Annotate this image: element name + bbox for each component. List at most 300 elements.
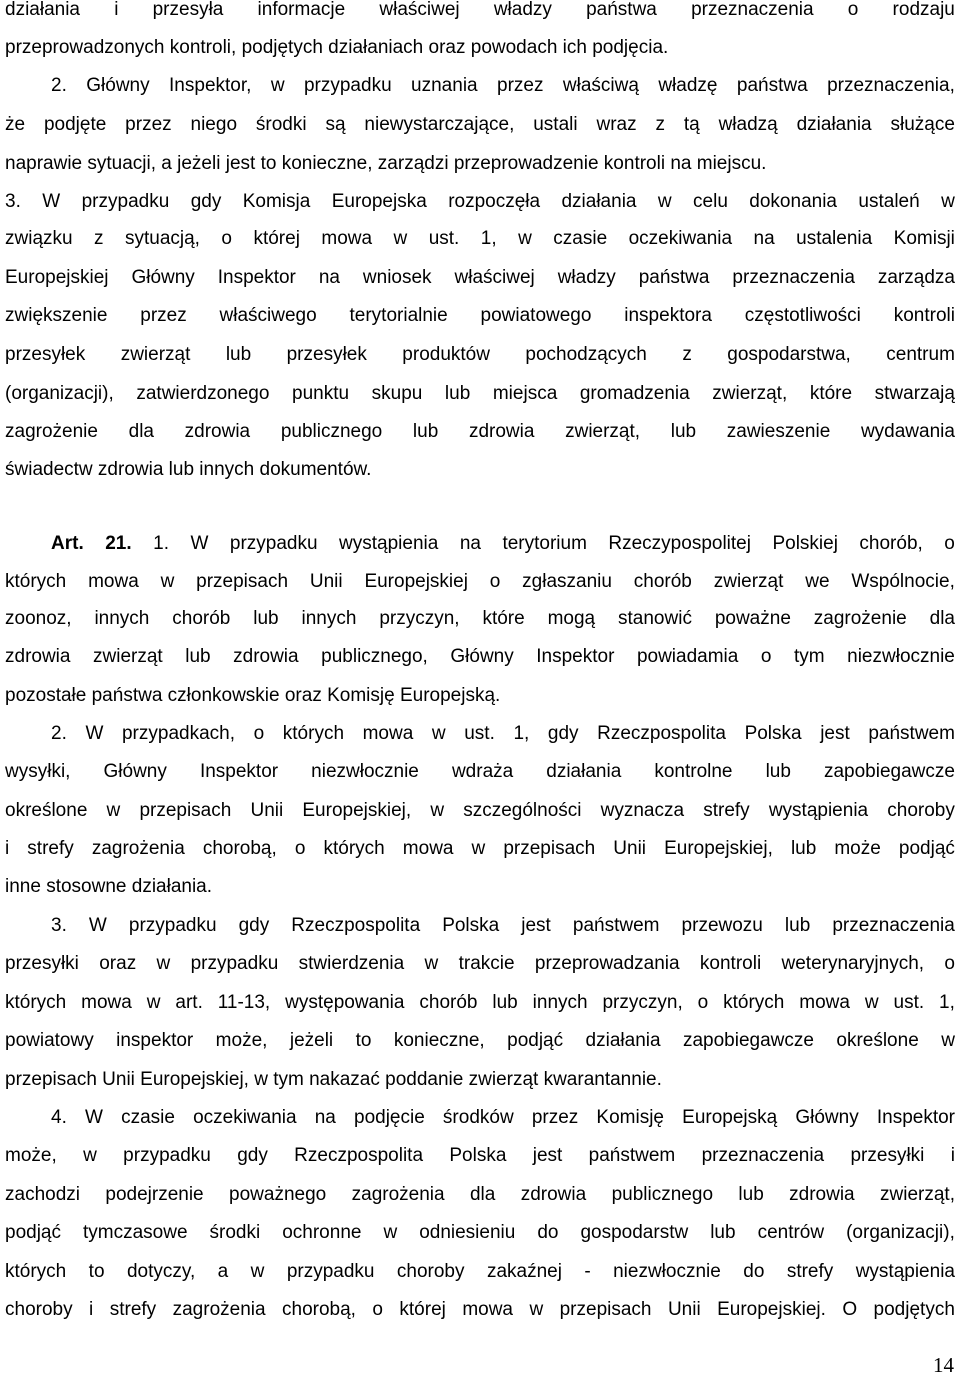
word: przeznaczenia (701, 1145, 825, 1166)
word: o (372, 1299, 383, 1320)
word: lub (253, 608, 279, 629)
word: może (834, 838, 881, 859)
text-line (5, 76, 955, 114)
word: Polska (442, 915, 500, 936)
word: Polskiej (772, 533, 838, 554)
word: w (657, 191, 672, 212)
word: przepisach (196, 571, 289, 592)
word: zagrożenia (351, 1184, 445, 1205)
text-line (5, 572, 955, 610)
word: 11-13, (217, 992, 271, 1013)
word: zwiększenie (5, 305, 108, 326)
word: których (5, 992, 67, 1013)
word: z (94, 228, 104, 249)
word: sytuacją, (124, 228, 200, 249)
word: przesyła (152, 0, 224, 20)
word: inspektor (116, 1030, 194, 1051)
word: publicznego, (321, 646, 428, 667)
word: przypadku (123, 1145, 211, 1166)
word: Europejska (331, 191, 427, 212)
word: stanowić (618, 608, 692, 629)
word: władzy (493, 0, 552, 20)
word: publicznego (611, 1184, 714, 1205)
word: mowa (799, 992, 850, 1013)
text-line (5, 345, 955, 383)
word: gospodarstw (580, 1222, 689, 1243)
word: w (518, 228, 532, 249)
word: działania (585, 1030, 661, 1051)
line-text: przeprowadzonych kontroli, podjętych działaniach oraz powodach ich podjęcia. (5, 37, 669, 58)
line-text: inne stosowne działania. (5, 876, 213, 897)
word: w (383, 1222, 398, 1243)
word: trakcie (458, 953, 515, 974)
word: dla (929, 608, 955, 629)
word: podjętych (873, 1299, 955, 1320)
word: dokonania (749, 191, 837, 212)
word: dla (469, 1184, 496, 1205)
word: państwem (572, 915, 660, 936)
word: działania (546, 761, 622, 782)
word: gdy (547, 723, 579, 744)
word: ust. (464, 723, 495, 744)
word: informacje (257, 0, 346, 20)
word: Unii (250, 800, 284, 821)
word: w (941, 191, 955, 212)
word: przepisach (503, 838, 596, 859)
word: Wspólnocie, (851, 571, 955, 592)
word: Europejskiej, (302, 800, 412, 821)
word: tymczasowe (83, 1222, 188, 1243)
word: chorób, (859, 533, 923, 554)
word: niezwłocznie (613, 1261, 721, 1282)
text-line (5, 1108, 955, 1146)
word: zdrowia (468, 421, 535, 442)
word: Główny (450, 646, 514, 667)
text-line (5, 422, 955, 460)
word: wdraża (451, 761, 514, 782)
word: w (270, 75, 285, 96)
word: 2. (51, 75, 67, 96)
word: przyczyn, (602, 992, 683, 1013)
word: zoonoz, (5, 608, 72, 629)
word: uznania (411, 75, 478, 96)
word: mogą (547, 608, 596, 629)
word: właściwego (219, 305, 317, 326)
word: podjąć (5, 1222, 61, 1243)
text-line (5, 229, 955, 267)
word: mowa (81, 992, 132, 1013)
word: o (944, 533, 955, 554)
word: weterynaryjnych, (781, 953, 925, 974)
text-line (5, 1300, 955, 1338)
text-line (5, 916, 955, 954)
word: chorób (172, 608, 231, 629)
word: w (431, 723, 446, 744)
word: Unii (309, 571, 343, 592)
word: zdrowia (789, 1184, 855, 1205)
word: zagrożenia (172, 1299, 266, 1320)
word: centrów (757, 1222, 825, 1243)
word: wystąpienia (855, 1261, 955, 1282)
page-number: 14 (933, 1353, 954, 1377)
word: Komisja (242, 191, 311, 212)
word: a (217, 1261, 229, 1282)
word: których (5, 571, 67, 592)
word: przez (125, 114, 172, 135)
word: produktów (402, 344, 490, 365)
word: o (944, 953, 955, 974)
word: i (5, 838, 10, 859)
word: Komisji (893, 228, 955, 249)
word: podjęte (43, 114, 107, 135)
word: zapobiegawcze (823, 761, 955, 782)
word: powiadamia (636, 646, 739, 667)
word: przypadku (286, 1261, 375, 1282)
word: może, (5, 1145, 57, 1166)
text-line (5, 1031, 955, 1069)
word: art. (175, 992, 203, 1013)
word: strefy (786, 1261, 834, 1282)
word: o (294, 838, 306, 859)
word: oczekiwania (628, 228, 733, 249)
text-line (5, 647, 955, 685)
word: przesyłek (286, 344, 367, 365)
word: mowa (362, 723, 414, 744)
word: przeznaczenia (691, 0, 814, 20)
word: Polska (449, 1145, 507, 1166)
word: 3. (51, 915, 67, 936)
word: (organizacji), (5, 383, 114, 404)
word: gospodarstwa, (727, 344, 851, 365)
word: terytorialnie (349, 305, 448, 326)
word: zarządza (877, 267, 955, 288)
word: choroby (887, 800, 955, 821)
text-line (5, 877, 955, 915)
word: Rzeczpospolita (597, 723, 726, 744)
word: w (471, 838, 486, 859)
word: przepisach (559, 1299, 652, 1320)
word: w (160, 571, 175, 592)
word: Główny (131, 267, 195, 288)
word: Unii (613, 838, 647, 859)
word: 1, (513, 723, 530, 744)
word: niewystarczające, (364, 114, 515, 135)
word: Europejską (682, 1107, 778, 1128)
text-line (5, 1070, 955, 1108)
word: chorób (633, 571, 692, 592)
word: podjąć (507, 1030, 564, 1051)
word: lub (738, 1184, 764, 1205)
text-line (5, 954, 955, 992)
word: Inspektor (536, 646, 615, 667)
word: Rzeczpospolita (294, 1145, 424, 1166)
word: zagrożenie (5, 421, 98, 442)
word: 1, (480, 228, 497, 249)
word: Komisję (596, 1107, 664, 1128)
word: W (85, 1107, 103, 1128)
word: właściwej (379, 0, 460, 20)
line-text: naprawie sytuacji, a jeżeli jest to konieczne, zarządzi przeprowadzenie kontroli na miejscu. (5, 153, 767, 174)
word: lub (790, 838, 817, 859)
word: są (325, 114, 346, 135)
word: lub (670, 421, 697, 442)
word: chorobą, (202, 838, 277, 859)
word: Art. (51, 533, 84, 554)
word: zakaźnej (486, 1261, 562, 1282)
word: dla (128, 421, 154, 442)
word: na (753, 228, 775, 249)
word: chorobą, (282, 1299, 356, 1320)
word: z (655, 114, 665, 135)
word: zwierząt (93, 646, 163, 667)
word: kontroli (893, 305, 955, 326)
word: stwierdzenia (298, 953, 405, 974)
word: środki (209, 1222, 261, 1243)
word: wystąpienia (768, 800, 869, 821)
word: we (805, 571, 830, 592)
text-line (5, 839, 955, 877)
word: występowania (285, 992, 405, 1013)
word: lub (444, 383, 471, 404)
word: W (190, 533, 209, 554)
word: o (697, 992, 709, 1013)
word: państwa (586, 0, 657, 20)
word: na (318, 267, 340, 288)
word: gdy (238, 915, 270, 936)
word: jest (820, 723, 850, 744)
word: których (723, 992, 785, 1013)
word: zwierząt, (712, 383, 788, 404)
word: w (430, 800, 445, 821)
word: mowa (321, 228, 373, 249)
word: zwierząt (713, 571, 784, 592)
word: zatwierdzonego (136, 383, 270, 404)
text-line (5, 1185, 955, 1223)
word: o (253, 723, 265, 744)
word: zwierząt, (880, 1184, 955, 1205)
word: Europejskiej, (664, 838, 773, 859)
word: i (89, 1299, 94, 1320)
word: zdrowia (233, 646, 299, 667)
word: której (253, 228, 300, 249)
word: 3. (5, 191, 21, 212)
word: przepisach (139, 800, 232, 821)
text-line (5, 534, 955, 572)
word: wystąpienia (339, 533, 439, 554)
word: konieczne, (393, 1030, 485, 1051)
word: przez (140, 305, 187, 326)
word: które (482, 608, 525, 629)
word: Inspektor (217, 267, 296, 288)
word: które (809, 383, 853, 404)
text-line (5, 306, 955, 344)
word: czasie (121, 1107, 175, 1128)
word: niezwłocznie (311, 761, 419, 782)
text-line (5, 1262, 955, 1300)
word: w (106, 800, 121, 821)
word: przypadku (190, 953, 279, 974)
word: państwa (736, 75, 808, 96)
word: innych (94, 608, 150, 629)
word: 21. (105, 533, 132, 554)
word: gdy (190, 191, 222, 212)
word: centrum (886, 344, 955, 365)
word: przesyłki (5, 953, 79, 974)
word: (organizacji), (846, 1222, 955, 1243)
word: że (5, 114, 26, 135)
word: zawieszenie (726, 421, 831, 442)
word: o (221, 228, 232, 249)
word: przypadkach, (121, 723, 235, 744)
word: w (864, 992, 879, 1013)
text-line (5, 498, 955, 536)
word: lub (185, 646, 211, 667)
word: na (459, 533, 481, 554)
word: wysyłki, (5, 761, 71, 782)
word: W (85, 723, 104, 744)
word: odniesieniu (419, 1222, 516, 1243)
word: zdrowia (520, 1184, 587, 1205)
word: strefy (109, 1299, 157, 1320)
word: zwierząt, (565, 421, 641, 442)
word: lub (784, 915, 811, 936)
word: przypadku (229, 533, 318, 554)
word: przeprowadzania (534, 953, 680, 974)
word: innych (301, 608, 357, 629)
word: tym (794, 646, 825, 667)
word: o (847, 0, 859, 20)
word: przewozu (681, 915, 763, 936)
word: jest (521, 915, 551, 936)
word: przesyłek (5, 344, 86, 365)
word: związku (5, 228, 73, 249)
word: których (323, 838, 385, 859)
word: 1, (939, 992, 955, 1013)
word: powiatowego (480, 305, 592, 326)
text-line (5, 1146, 955, 1184)
word: władzę (658, 75, 718, 96)
word: jeżeli (289, 1030, 334, 1051)
word: strefy (703, 800, 750, 821)
word: może, (215, 1030, 268, 1051)
word: terytorium (502, 533, 587, 554)
word: poważnego (229, 1184, 327, 1205)
word: innych (532, 992, 588, 1013)
word: przypadku (303, 75, 392, 96)
word: zwierząt (120, 344, 191, 365)
word: zagrożenia (91, 838, 185, 859)
word: Europejskiej (5, 267, 109, 288)
word: lub (710, 1222, 736, 1243)
text-line (5, 268, 955, 306)
word: ustali (533, 114, 578, 135)
word: państwem (868, 723, 955, 744)
text-line (5, 993, 955, 1031)
word: kontroli (699, 953, 762, 974)
word: w (250, 1261, 265, 1282)
word: w (393, 228, 408, 249)
word: w (941, 1030, 955, 1051)
word: których (5, 1261, 67, 1282)
word: czasie (553, 228, 608, 249)
word: w (146, 992, 161, 1013)
word: podejrzenie (105, 1184, 204, 1205)
word: których (282, 723, 345, 744)
word: władzy (557, 267, 616, 288)
word: Inspektor (876, 1107, 955, 1128)
word: W (88, 915, 107, 936)
word: Główny (103, 761, 167, 782)
word: w (156, 953, 171, 974)
word: 4. (51, 1107, 67, 1128)
word: i (114, 0, 119, 20)
word: jest (532, 1145, 563, 1166)
word: 2. (51, 723, 67, 744)
word: inspektora (624, 305, 712, 326)
word: zagrożenie (813, 608, 907, 629)
word: właściwej (454, 267, 535, 288)
word: określone (836, 1030, 919, 1051)
word: działania (796, 114, 872, 135)
word: o (760, 646, 772, 667)
word: w (529, 1299, 544, 1320)
word: przeznaczenia (832, 915, 955, 936)
word: W (42, 191, 61, 212)
line-text: przepisach Unii Europejskiej, w tym nakazać poddanie zwierząt kwarantannie. (5, 1069, 662, 1090)
word: przeznaczenia, (827, 75, 955, 96)
word: gdy (237, 1145, 268, 1166)
word: to (88, 1261, 105, 1282)
word: O (842, 1299, 858, 1320)
word: tą (683, 114, 700, 135)
word: lub (225, 344, 252, 365)
word: skupu (371, 383, 423, 404)
word: punktu (292, 383, 350, 404)
word: oczekiwania (193, 1107, 297, 1128)
word: przesyłki (850, 1145, 925, 1166)
word: poważne (714, 608, 791, 629)
word: oraz (99, 953, 137, 974)
word: przez (497, 75, 544, 96)
word: zgłaszaniu (522, 571, 612, 592)
word: chorób (419, 992, 478, 1013)
word: ustalenia (796, 228, 873, 249)
word: choroby (396, 1261, 465, 1282)
word: przyczyn, (379, 608, 460, 629)
word: pochodzących (525, 344, 647, 365)
word: której (399, 1299, 446, 1320)
word: środków (442, 1107, 514, 1128)
word: Rzeczpospolita (291, 915, 421, 936)
word: gromadzenia (579, 383, 690, 404)
word: strefy (27, 838, 74, 859)
word: ust. (893, 992, 925, 1013)
word: lub (765, 761, 791, 782)
word: wraz (596, 114, 637, 135)
word: dotyczy, (126, 1261, 196, 1282)
word: 1. (153, 533, 169, 554)
word: określone (5, 800, 88, 821)
word: działania (5, 0, 80, 20)
word: o (489, 571, 501, 592)
word: w (83, 1145, 97, 1166)
word: niezwłocznie (847, 646, 955, 667)
word: w (424, 953, 439, 974)
word: zdrowia (184, 421, 251, 442)
text-line (5, 384, 955, 422)
word: państwem (588, 1145, 676, 1166)
text-line (5, 154, 955, 192)
